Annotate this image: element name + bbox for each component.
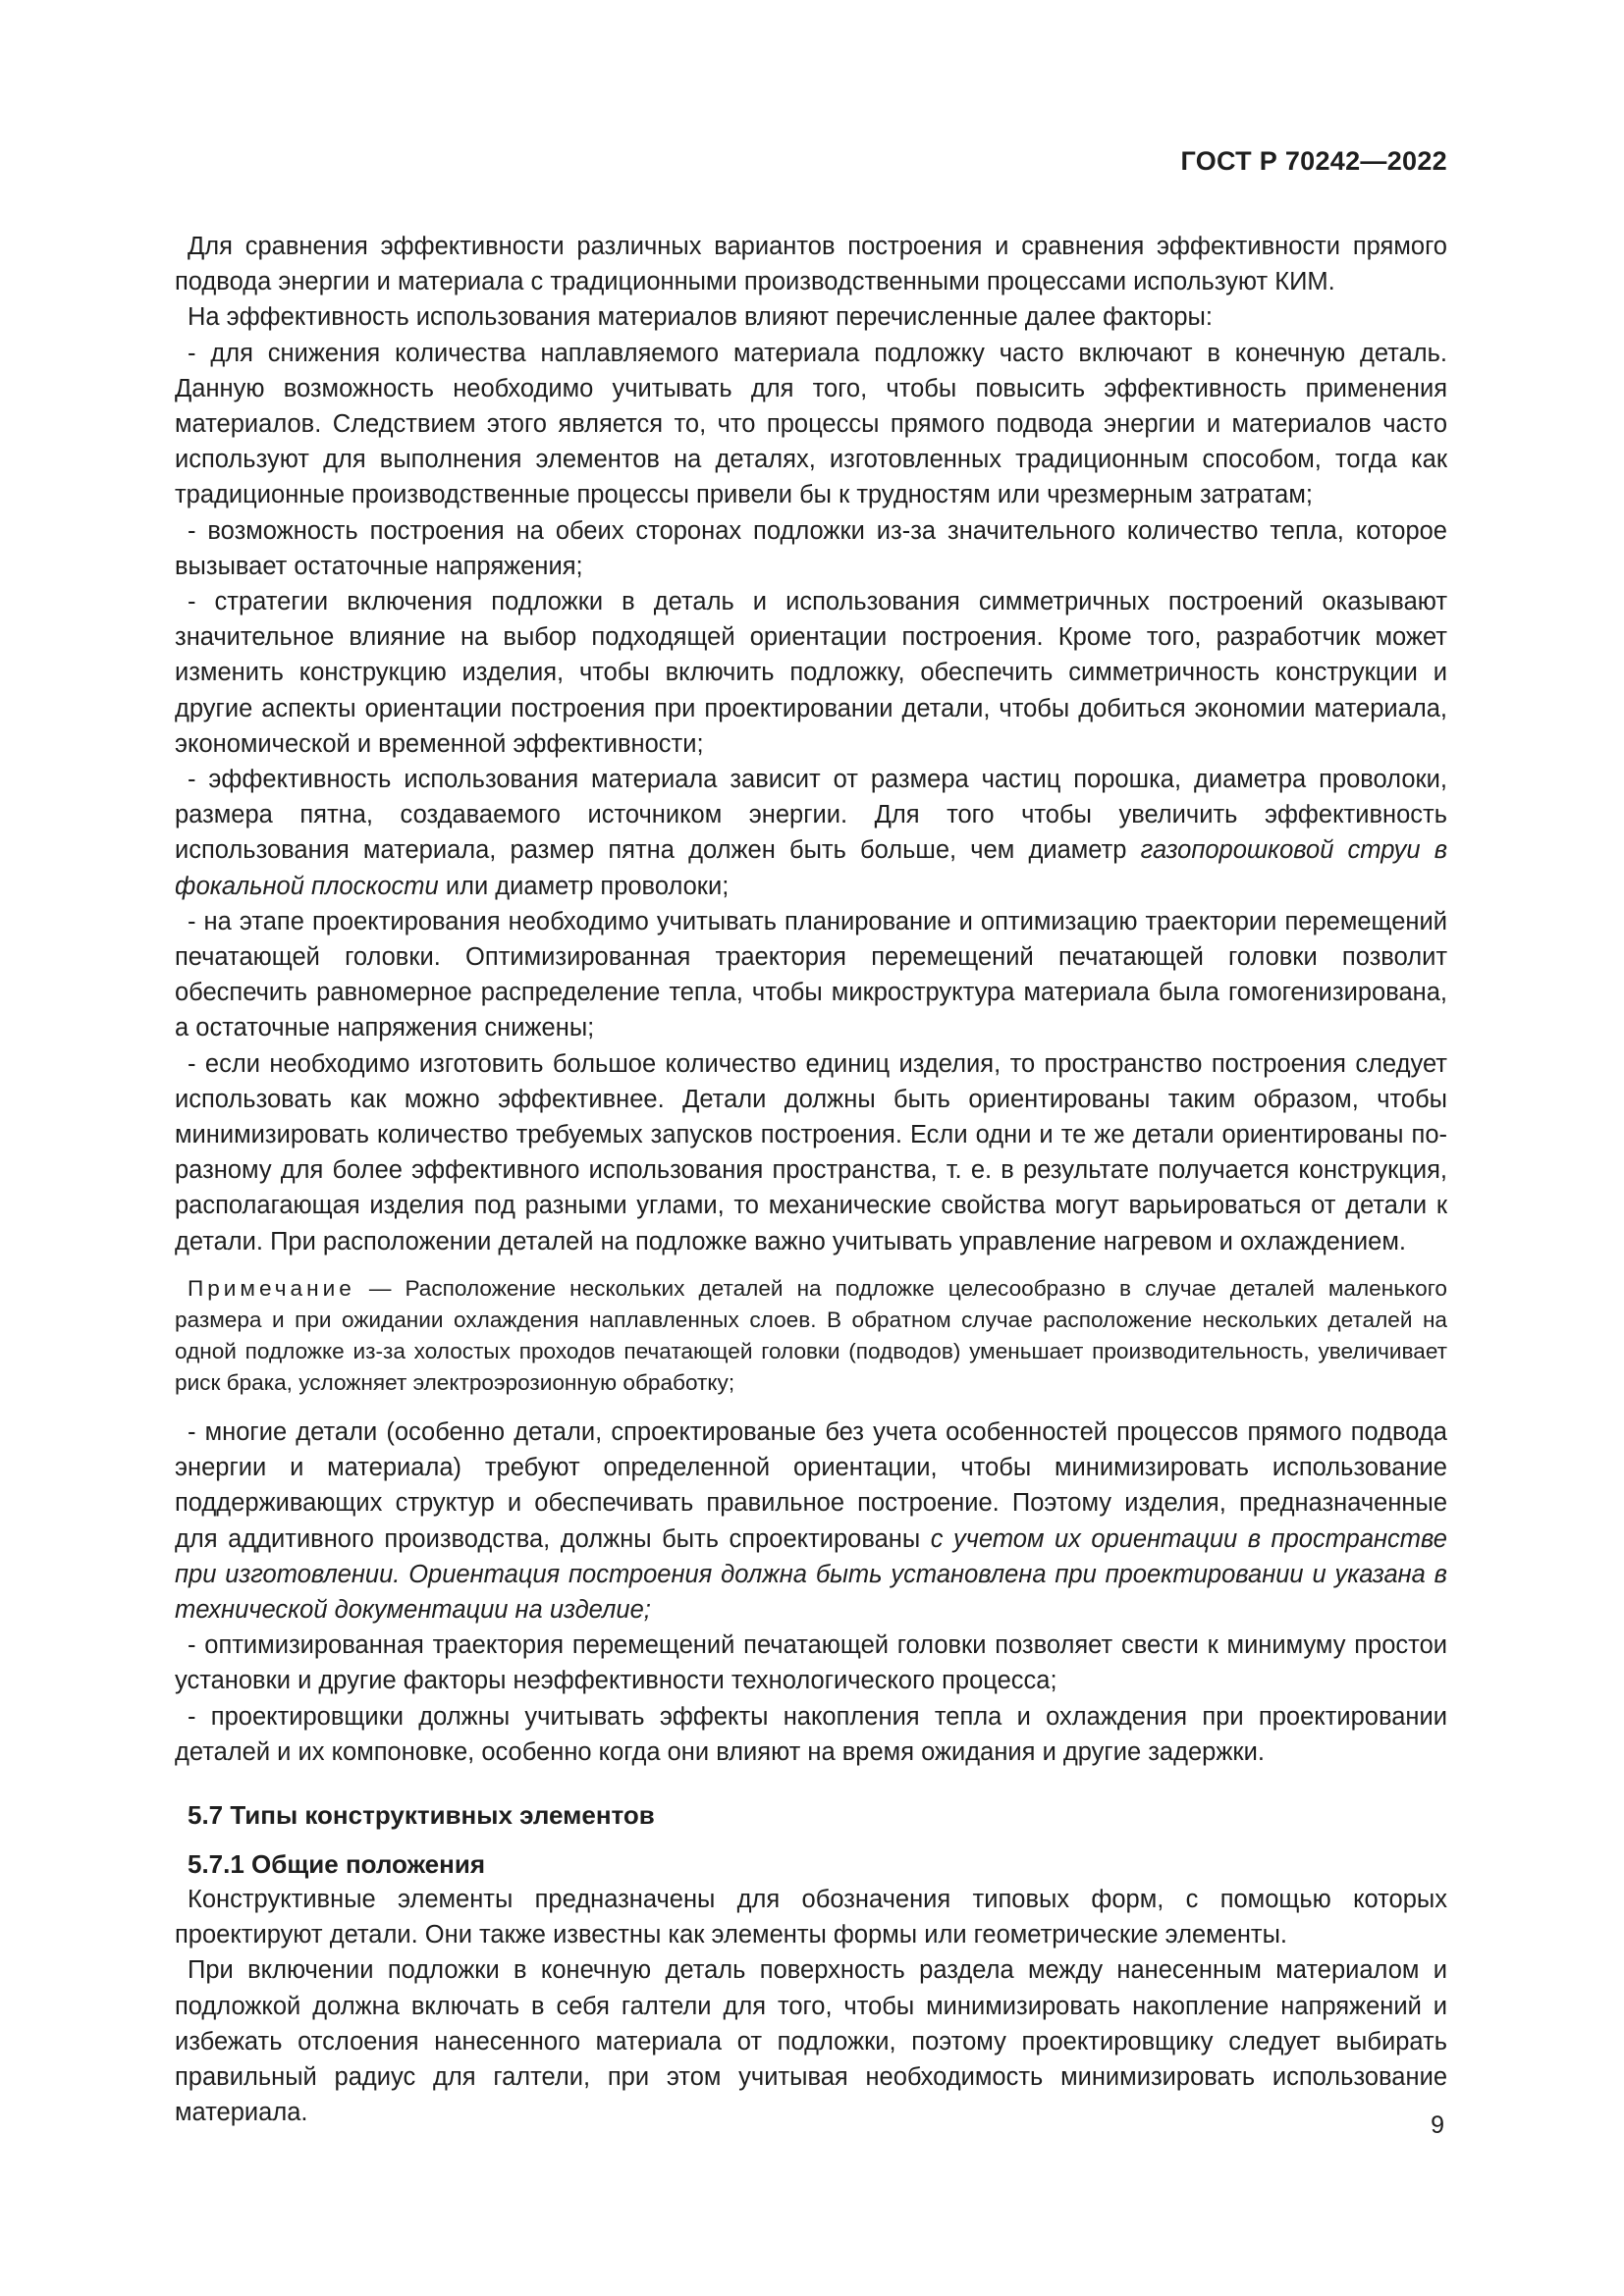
list-item-both-sides: - возможность построения на обеих сторонах подложки из-за значительного количество тепла, которое вызывает остаточные напряжения; [175,516,1447,580]
paragraph-intro: Для сравнения эффективности различных вариантов построения и сравнения эффективности прямого подвода энергии и материала с традиционными производственными процессами используют КИМ. [175,233,1447,296]
page-number: 9 [1431,2111,1444,2139]
paragraph-factors-lead: На эффективность использования материалов влияют перечисленные далее факторы: [188,303,1213,332]
list-item-material-efficiency-text-a: - эффективность использования материала зависит от размера частиц порошка, диаметра проволоки, размера пятна, создаваемого источником энергии. Для того чтобы увеличить эффективность использования материала, размер пятна должен быть больше, чем диаметр [175,766,1447,865]
list-item-build-space: - если необходимо изготовить большое количество единиц изделия, то пространство построения следует использовать как можно эффективнее. Детали должны быть ориентированы таким образом, чтобы минимизировать количество требуемых запусков построения. Если одни и те же детали ориентированы по-разному для более эффективного использования пространства, т. е. в результате получается конструкция, располагающая изделия под разными углами, то механические свойства могут варьироваться от детали к детали. При расположении деталей на подложке важно учитывать управление нагревом и охлаждением. [175,1049,1447,1255]
list-item-material-efficiency [175,762,1447,904]
note-label: Примечание [188,1275,355,1301]
paragraph-structural-elements: Конструктивные элементы предназначены для обозначения типовых форм, с помощью которых проектируют детали. Они также известны как элементы формы или геометрические элементы. [175,1885,1447,1949]
section-heading-5-7: 5.7 Типы конструктивных элементов [188,1799,655,1830]
section-heading-5-7-1: 5.7.1 Общие положения [188,1848,485,1879]
list-item-trajectory-planning: - на этапе проектирования необходимо учитывать планирование и оптимизацию траектории перемещений печатающей головки. Оптимизированная траектория перемещений печатающей головки позволит обеспечить равномерное распределение тепла, чтобы микроструктура материала была гомогенизирована, а остаточные напряжения снижены; [175,907,1447,1042]
note-block [175,1273,1447,1399]
list-item-downtime: - оптимизированная траектория перемещений печатающей головки позволяет свести к минимуму простои установки и другие факторы неэффективности технологического процесса; [175,1631,1447,1695]
note-text: — Расположение нескольких деталей на подложке целесообразно в случае деталей маленького размера и при ожидании охлаждения наплавленных слоев. В обратном случае расположение нескольких деталей на одной подложке из-за холостых проходов печатающей головки (подводов) уменьшает производительность, увеличивает риск брака, усложняет электроэрозионную обработку; [175,1275,1447,1395]
list-item-orientation-italic: с учетом их ориентации в пространстве при изготовлении. Ориентация построения должна быть установлена при проектировании и указана в технической документации на изделие; [175,1524,1447,1624]
list-item-material-efficiency-italic: газопорошковой струи в фокальной плоскости [175,836,1448,900]
list-item-substrate: - для снижения количества наплавляемого материала подложку часто включают в конечную деталь. Данную возможность необходимо учитывать для того, чтобы повысить эффективность применения материалов. Следствием этого является то, что процессы прямого подвода энергии и материалов часто используют для выполнения элементов на деталях, изготовленных традиционным способом, тогда как традиционные производственные процессы привели бы к трудностям или чрезмерным затратам; [175,339,1447,509]
list-item-orientation [175,1415,1447,1628]
paragraph-fillets: При включении подложки в конечную деталь поверхность раздела между нанесенным материалом и подложкой должна включать в себя галтели для того, чтобы минимизировать накопление напряжений и избежать отслоения нанесенного материала от подложки, поэтому проектировщику следует выбирать правильный радиус для галтели, при этом учитывая необходимость минимизировать использование материала. [175,1956,1447,2127]
list-item-material-efficiency-text-b: или диаметр проволоки; [438,872,730,900]
document-header: ГОСТ Р 70242—2022 [1180,146,1447,176]
list-item-heat-accumulation: - проектировщики должны учитывать эффекты накопления тепла и охлаждения при проектировании деталей и их компоновке, особенно когда они влияют на время ожидания и другие задержки. [175,1702,1447,1766]
list-item-orientation-text: - многие детали (особенно детали, спроектированые без учета особенностей процессов прямого подвода энергии и материала) требуют определенной ориентации, чтобы минимизировать использование поддерживающих структур и обеспечивать правильное построение. Поэтому изделия, предназначенные для аддитивного производства, должны быть спроектированы [175,1417,1447,1553]
list-item-strategies: - стратегии включения подложки в деталь и использования симметричных построений оказывают значительное влияние на выбор подходящей ориентации построения. Кроме того, разработчик может изменить конструкцию изделия, чтобы включить подложку, обеспечить симметричность конструкции и другие аспекты ориентации построения при проектировании детали, чтобы добиться экономии материала, экономической и временной эффективности; [175,588,1447,758]
document-body [175,229,1447,2130]
